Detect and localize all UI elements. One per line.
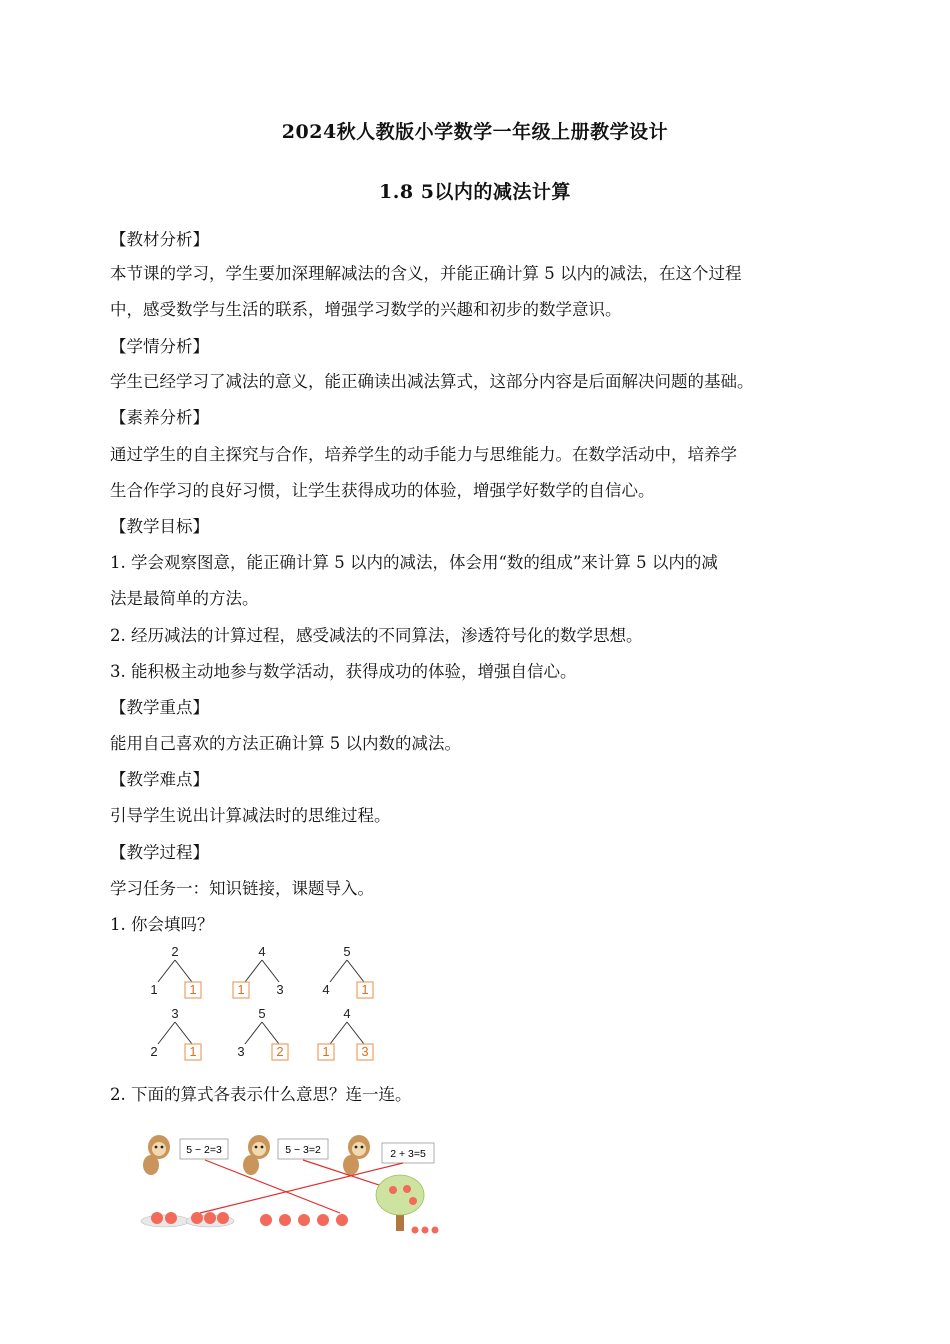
- tree-right-number: 1: [189, 982, 197, 997]
- tree-branch: [330, 1022, 347, 1044]
- tree-right-number: 1: [361, 982, 369, 997]
- matching-canvas: [135, 1115, 445, 1240]
- paragraph-line: 法是最简单的方法。: [110, 589, 259, 608]
- tree-right-number: 3: [361, 1044, 369, 1059]
- question-line: 2. 下面的算式各表示什么意思？连一连。: [110, 1085, 412, 1104]
- number-tree-figure: [140, 940, 400, 1070]
- tree-branch: [175, 1022, 192, 1044]
- tree-branch: [347, 1022, 364, 1044]
- tree-left-number: 4: [322, 982, 330, 997]
- paragraph-line: 3. 能积极主动地参与数学活动，获得成功的体验，增强自信心。: [110, 662, 577, 681]
- tree-left-number: 1: [150, 982, 158, 997]
- apple-tree-icon: [376, 1175, 439, 1234]
- tree-top-number: 5: [258, 1006, 266, 1021]
- tree-branch: [158, 1022, 175, 1044]
- apple-plate-icon: [141, 1212, 189, 1227]
- monkey-icon: [143, 1135, 170, 1175]
- paragraph-line: 能用自己喜欢的方法正确计算 5 以内数的减法。: [110, 734, 461, 753]
- paragraph-line: 生合作学习的良好习惯，让学生获得成功的体验，增强学好数学的自信心。: [110, 481, 655, 500]
- section-heading: 【素养分析】: [110, 408, 209, 427]
- tree-left-number: 1: [237, 982, 245, 997]
- tree-top-number: 4: [258, 944, 266, 959]
- tree-top-number: 2: [171, 944, 179, 959]
- paragraph-line: 中，感受数学与生活的联系，增强学习数学的兴趣和初步的数学意识。: [110, 300, 622, 319]
- paragraph-line: 2. 经历减法的计算过程，感受减法的不同算法，渗透符号化的数学思想。: [110, 626, 643, 645]
- paragraph-line: 本节课的学习，学生要加深理解减法的含义，并能正确计算 5 以内的减法，在这个过程: [110, 264, 742, 283]
- section-heading: 【教学重点】: [110, 698, 209, 717]
- apple-row-icon: [260, 1214, 348, 1226]
- paragraph-line: 学习任务一：知识链接，课题导入。: [110, 879, 374, 898]
- equation-text: 5 − 2=3: [186, 1144, 222, 1156]
- tree-right-number: 1: [189, 1044, 197, 1059]
- tree-right-number: 3: [276, 982, 284, 997]
- section-heading: 【教学难点】: [110, 770, 209, 789]
- tree-top-number: 5: [343, 944, 351, 959]
- tree-branch: [262, 960, 279, 982]
- tree-branch: [347, 960, 364, 982]
- tree-branch: [330, 960, 347, 982]
- paragraph-line: 1. 学会观察图意，能正确计算 5 以内的减法，体会用“数的组成”来计算 5 以内的减: [110, 553, 718, 572]
- monkey-icon: [343, 1135, 370, 1175]
- number-tree-canvas: [140, 940, 400, 1070]
- tree-branch: [175, 960, 192, 982]
- equation-text: 5 − 3=2: [285, 1144, 321, 1156]
- section-heading: 【学情分析】: [110, 337, 209, 356]
- section-heading: 【教学过程】: [110, 843, 209, 862]
- monkey-icon: [243, 1135, 270, 1175]
- paragraph-line: 引导学生说出计算减法时的思维过程。: [110, 806, 391, 825]
- paragraph-line: 通过学生的自主探究与合作，培养学生的动手能力与思维能力。在数学活动中，培养学: [110, 445, 737, 464]
- tree-right-number: 2: [276, 1044, 284, 1059]
- tree-branch: [245, 1022, 262, 1044]
- match-line: [205, 1160, 340, 1213]
- equation-text: 2 + 3=5: [390, 1148, 426, 1160]
- tree-branch: [245, 960, 262, 982]
- question-line: 1. 你会填吗？: [110, 915, 214, 934]
- paragraph-line: 学生已经学习了减法的意义，能正确读出减法算式，这部分内容是后面解决问题的基础。: [110, 372, 754, 391]
- section-heading: 【教材分析】: [110, 230, 209, 249]
- document-title: 2024秋人教版小学数学一年级上册教学设计: [281, 121, 669, 143]
- tree-left-number: 1: [322, 1044, 330, 1059]
- tree-branch: [158, 960, 175, 982]
- apple-plate-icon: [186, 1212, 234, 1227]
- lesson-title: 1.8 5以内的减法计算: [379, 181, 571, 203]
- tree-left-number: 3: [237, 1044, 245, 1059]
- tree-branch: [262, 1022, 279, 1044]
- matching-figure: [135, 1115, 445, 1240]
- tree-top-number: 3: [171, 1006, 179, 1021]
- tree-top-number: 4: [343, 1006, 351, 1021]
- tree-left-number: 2: [150, 1044, 158, 1059]
- section-heading: 【教学目标】: [110, 517, 209, 536]
